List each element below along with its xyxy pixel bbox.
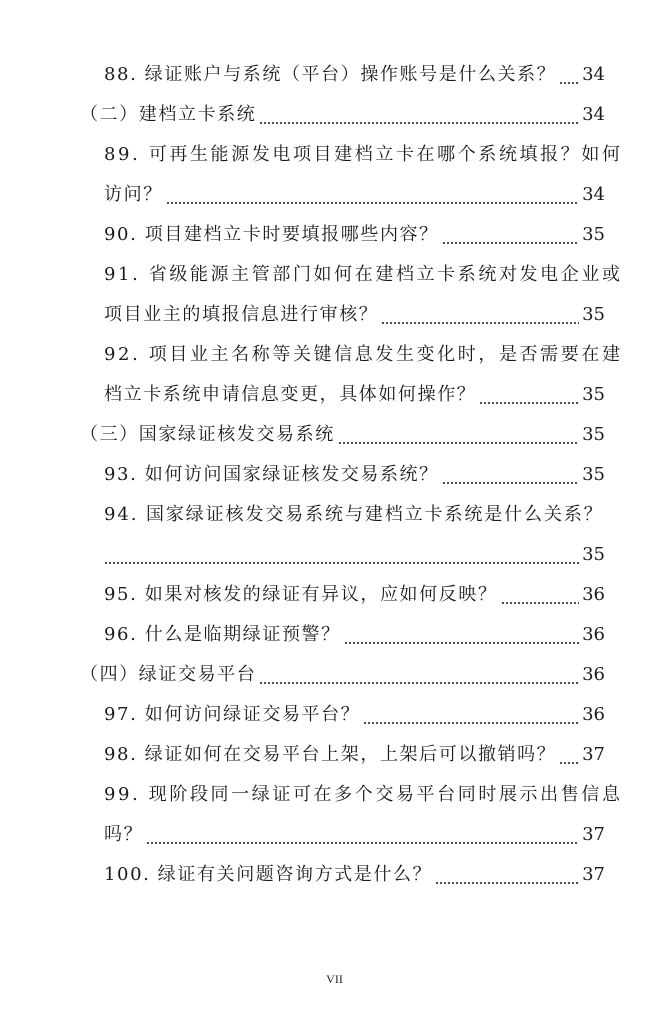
toc-entry-90[interactable] — [0, 220, 669, 250]
toc-entry-98[interactable] — [0, 740, 669, 770]
toc-entry-text: 项目业主的填报信息进行审核？ — [104, 304, 379, 325]
toc-entry-100[interactable] — [0, 860, 669, 890]
toc-page-number: 36 — [582, 704, 605, 725]
toc-page-number: 37 — [582, 744, 605, 765]
dot-leader — [259, 100, 579, 130]
dot-leader — [442, 460, 579, 490]
toc-entry-text: 97. 如何访问绿证交易平台？ — [104, 704, 361, 725]
toc-entry-93[interactable] — [0, 460, 669, 490]
dot-leader — [104, 540, 579, 570]
toc-page-number: 34 — [582, 64, 605, 85]
toc-entry-88[interactable] — [0, 60, 669, 90]
toc-entry-91[interactable] — [0, 300, 669, 330]
toc-entry-96[interactable] — [0, 620, 669, 650]
toc-page-number: 35 — [582, 424, 605, 445]
toc-entry-text: 访问？ — [104, 184, 163, 205]
toc-entry-95[interactable] — [0, 580, 669, 610]
toc-entry-91-line1: 91. 省级能源主管部门如何在建档立卡系统对发电企业或 — [104, 264, 623, 285]
toc-page-number: 36 — [582, 584, 605, 605]
toc-section-title: （四）绿证交易平台 — [80, 664, 257, 685]
toc-entry-92-line1: 92. 项目业主名称等关键信息发生变化时，是否需要在建 — [104, 344, 623, 365]
toc-page-number: 35 — [582, 224, 605, 245]
dot-leader — [344, 620, 579, 650]
dot-leader — [338, 420, 579, 450]
toc-page-number: 37 — [582, 864, 605, 885]
dot-leader — [442, 220, 579, 250]
toc-page-number: 35 — [582, 384, 605, 405]
toc-section-4[interactable] — [0, 660, 669, 690]
toc-entry-89[interactable] — [0, 180, 669, 210]
dot-leader — [381, 300, 579, 330]
toc-page-number: 34 — [582, 184, 605, 205]
toc-entry-text: 96. 什么是临期绿证预警？ — [104, 624, 341, 645]
toc-page-number: 35 — [582, 464, 605, 485]
toc-section-2[interactable] — [0, 100, 669, 130]
toc-page-number: 36 — [582, 624, 605, 645]
toc-entry-text: 100. 绿证有关问题咨询方式是什么？ — [104, 864, 433, 885]
toc-entry-text: 88. 绿证账户与系统（平台）操作账号是什么关系？ — [104, 64, 557, 85]
page-footer-number: VII — [326, 972, 343, 986]
toc-entry-text: 95. 如果对核发的绿证有异议，应如何反映？ — [104, 584, 498, 605]
toc-page-number: 34 — [582, 104, 605, 125]
dot-leader — [479, 380, 579, 410]
toc-entry-94-line1: 94. 国家绿证核发交易系统与建档立卡系统是什么关系？ — [104, 504, 604, 525]
toc-entry-text: 90. 项目建档立卡时要填报哪些内容？ — [104, 224, 439, 245]
toc-entry-text: 吗？ — [104, 824, 144, 845]
dot-leader — [559, 60, 579, 90]
dot-leader — [259, 660, 579, 690]
dot-leader — [435, 860, 579, 890]
toc-entry-92[interactable] — [0, 380, 669, 410]
toc-entry-99-line1: 99. 现阶段同一绿证可在多个交易平台同时展示出售信息 — [104, 784, 623, 805]
toc-page-number: 35 — [582, 304, 605, 325]
toc-page-number: 36 — [582, 664, 605, 685]
dot-leader — [146, 820, 579, 850]
toc-section-title: （三）国家绿证核发交易系统 — [80, 424, 335, 445]
dot-leader — [501, 580, 580, 610]
toc-section-title: （二）建档立卡系统 — [80, 104, 257, 125]
toc-entry-94[interactable] — [0, 540, 669, 570]
toc-entry-text: 98. 绿证如何在交易平台上架，上架后可以撤销吗？ — [104, 744, 557, 765]
dot-leader — [559, 740, 579, 770]
toc-entry-97[interactable] — [0, 700, 669, 730]
dot-leader — [363, 700, 579, 730]
toc-section-3[interactable] — [0, 420, 669, 450]
dot-leader — [166, 180, 579, 210]
toc-page-number: 37 — [582, 824, 605, 845]
toc-entry-89-line1: 89. 可再生能源发电项目建档立卡在哪个系统填报？如何 — [104, 144, 623, 165]
toc-entry-text: 档立卡系统申请信息变更，具体如何操作？ — [104, 384, 477, 405]
toc-entry-text: 93. 如何访问国家绿证核发交易系统？ — [104, 464, 439, 485]
toc-entry-99[interactable] — [0, 820, 669, 850]
toc-page-number: 35 — [582, 544, 605, 565]
